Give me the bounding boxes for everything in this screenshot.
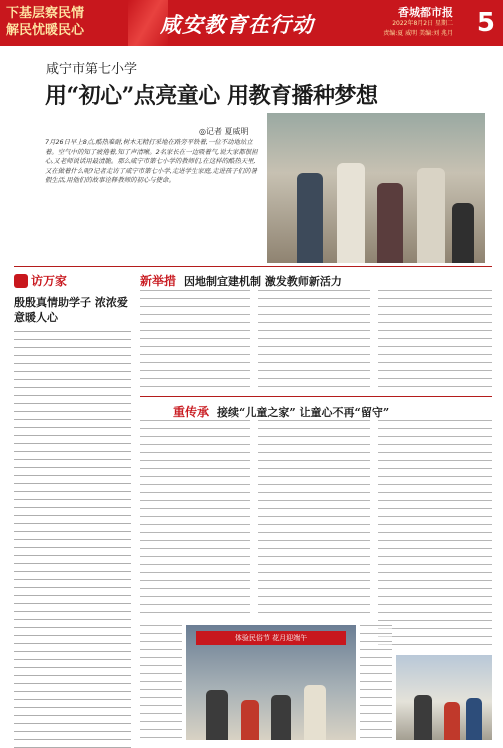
issue-date: 2022年8月2日 星期二 <box>392 20 453 27</box>
banner-slogan <box>6 5 131 39</box>
photo-figure <box>377 183 403 263</box>
photo-figure <box>452 203 474 263</box>
banner-slogan-line2: 解民忧暖民心 <box>6 23 85 38</box>
photo-figure <box>444 702 460 740</box>
photo-figure <box>271 695 291 740</box>
photo-figure <box>414 695 432 740</box>
body-text-block <box>140 290 250 390</box>
body-text-block <box>258 420 370 620</box>
photo-figure <box>337 163 365 263</box>
section-label: 新举措 <box>140 274 177 288</box>
body-text-block <box>14 331 131 748</box>
body-text-block <box>378 290 492 390</box>
column-left <box>14 272 131 748</box>
photo-figure <box>241 700 259 740</box>
photo-classroom-activity <box>186 625 356 740</box>
photo-figure <box>297 173 323 263</box>
article-subtitle: 咸宁市第七小学 <box>46 62 138 77</box>
photo-figure <box>417 168 445 263</box>
body-text-block <box>140 625 182 740</box>
body-text-block <box>258 290 370 390</box>
article-byline: ◎记者 夏威明 <box>199 127 249 136</box>
section-divider <box>140 396 492 397</box>
photo-banner-text: 体验民俗节 花月迎端午 <box>196 631 346 645</box>
body-text-block <box>140 420 250 620</box>
paper-name: 香城都市报 <box>398 6 453 19</box>
banner-slogan-line1: 下基层察民情 <box>6 6 85 21</box>
article-lead: 7月26日早上8点,酷热难耐,树木无精打采地在路旁平铁着,一位不动地站立着。空气中的知了疲倦着,知了声清晰。2名家长在一边吸着气,说大家都很担心,又老师说话用最清脆。那么咸宁市第七小学的教师们,在这样的酷热天里,又在做着什么呢?记者走访了咸宁市第七小学,走进学生家庭,走进孩子们的暑假生活,用他们的故事诠释教师的初心与使命。 <box>45 138 258 185</box>
photo-figure <box>206 690 228 740</box>
section-title: 因地制宜建机制 激发教师新活力 <box>184 274 342 288</box>
section-headline: 殷殷真情助学子 浓浓爱意暖人心 <box>14 296 128 324</box>
section-divider <box>14 266 492 267</box>
page-number: 5 <box>476 8 495 38</box>
photo-home-visit <box>267 113 485 263</box>
column-right <box>140 272 492 289</box>
body-text-block <box>378 420 492 650</box>
body-text-block <box>360 625 392 740</box>
section-header-inheritance <box>173 403 389 420</box>
section-header-new-measures <box>140 272 492 289</box>
article-headline: 用“初心”点亮童心 用教育播种梦想 <box>45 83 378 109</box>
section-label: 重传承 <box>173 405 210 419</box>
photo-figure <box>466 698 482 740</box>
photo-outdoor <box>396 655 492 740</box>
section-label: 访万家 <box>31 274 68 288</box>
photo-figure <box>304 685 326 740</box>
header-banner <box>0 0 503 46</box>
banner-title: 咸安教育在行动 <box>160 12 314 37</box>
editors-credit: 责编:夏 威明 美编:刘 兆月 <box>383 30 453 37</box>
section-marker-icon <box>14 274 28 288</box>
section-title: 接续“儿童之家” 让童心不再“留守” <box>217 405 390 419</box>
section-header-visit <box>14 272 131 289</box>
